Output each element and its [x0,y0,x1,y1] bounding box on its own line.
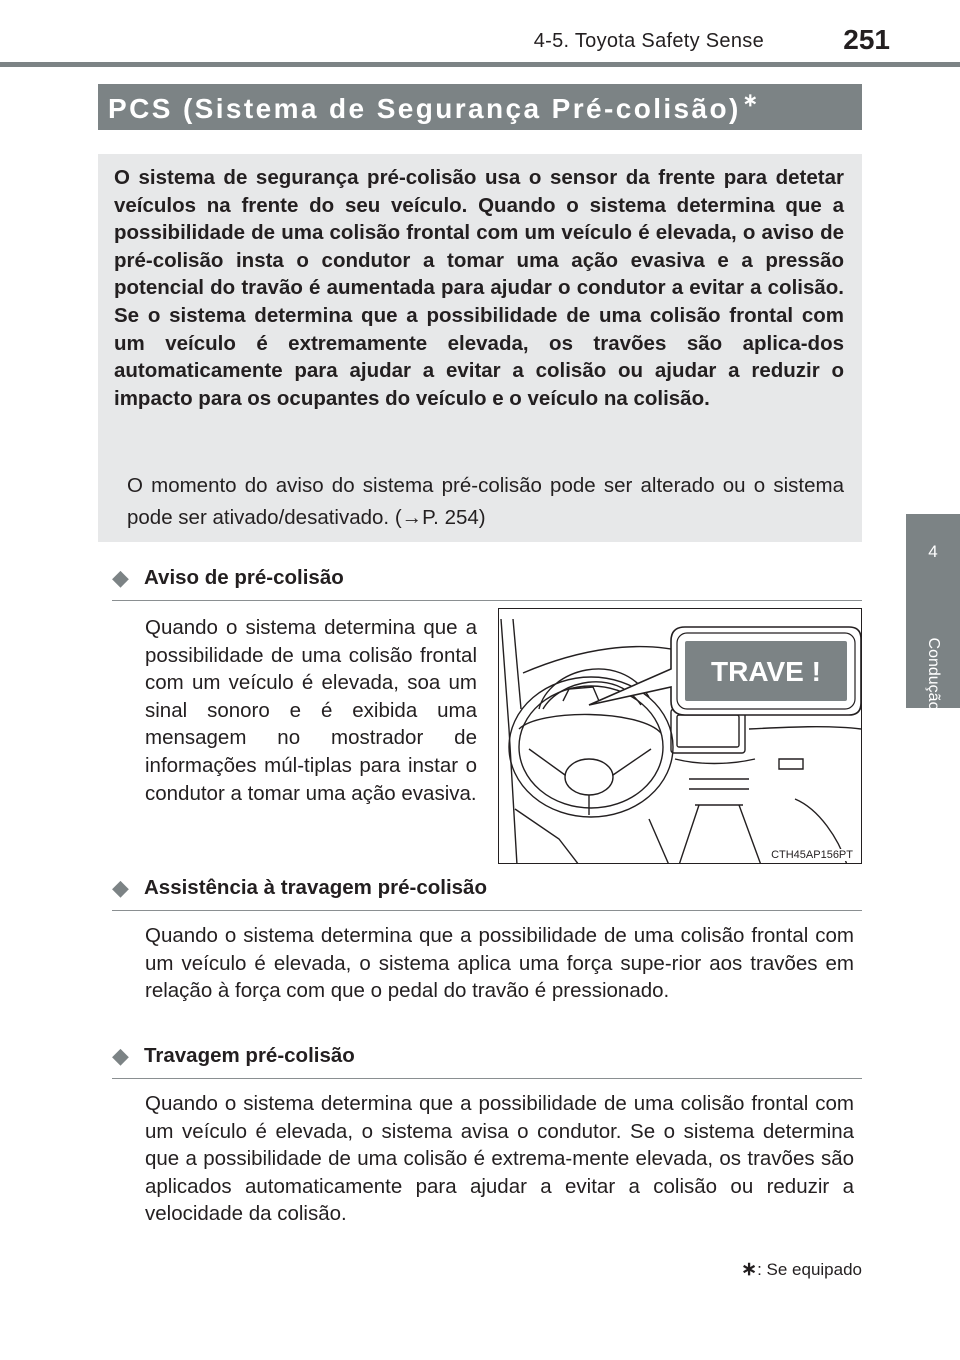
title-bar [98,84,862,130]
intro-note: O momento do aviso do sistema pré-colisão pode ser alterado ou o sistema pode ser ativado/desativado. (→P. 254) [127,474,844,529]
section-heading-text: Assistência à travagem pré-colisão [144,876,487,899]
section-heading-text: Aviso de pré-colisão [144,566,344,589]
chapter-label-wrap [923,637,943,711]
chapter-label: Condução [925,637,942,711]
dashboard-drawing [499,609,862,864]
section-heading-brake-assist [112,876,862,911]
header-rule [0,62,960,67]
footnote-marker: ∗ [741,1259,758,1280]
section-heading-pre-collision-braking [112,1044,862,1079]
section-body-brake-assist: Quando o sistema determina que a possibilidade de uma colisão frontal com um veículo é elevada, o sistema aplica uma força supe-rior aos travões em relação à força com que o pedal do travão é pressionado. [145,924,854,1003]
dashboard-illustration [498,608,862,864]
diamond-bullet-icon: ◆ [112,1043,129,1068]
page-number: 251 [843,24,890,55]
intro-summary: O sistema de segurança pré-colisão usa o sensor da frente para detetar veículos na frente do seu veículo. Quando o sistema determina que a possibilidade de uma colisão frontal com um veículo é elevada, o aviso de pré-colisão insta o condutor a tomar uma ação evasiva e a pressão potencial do travão é aumentada para ajudar o condutor a evitar a colisão. Se o sistema determina que a possibilidade de uma colisão frontal com um veículo é extremamente elevada, os travões são aplica-dos automaticamente para ajudar a evitar a colisão ou ajudar a reduzir o impacto para os ocupantes do veículo e o veículo na colisão. [114,166,844,410]
page-title-wrap [108,90,760,125]
display-message: TRAVE ! [711,656,821,687]
chapter-number: 4 [928,542,938,561]
diamond-bullet-icon: ◆ [112,875,129,900]
figure-code: CTH45AP156PT [771,849,853,861]
diamond-bullet-icon: ◆ [112,565,129,590]
equipped-marker: ∗ [742,90,761,110]
intro-box [98,154,862,542]
section-heading-text: Travagem pré-colisão [144,1044,355,1067]
section-label: 4-5. Toyota Safety Sense [533,30,764,52]
section-heading-warning [112,566,862,601]
footnote [741,1258,862,1281]
page-title: PCS (Sistema de Segurança Pré-colisão) [108,93,741,124]
footnote-text: : Se equipado [757,1260,862,1279]
section-body-pre-collision-braking: Quando o sistema determina que a possibilidade de uma colisão frontal com um veículo é elevada, o sistema avisa o condutor. Se o sistema determina que a possibilidade de uma colisão é extrema-mente elevada, os travões são aplicados automaticamente para ajudar a evitar a colisão ou reduzir a velocidade da colisão. [145,1092,854,1226]
page-header [0,24,960,58]
section-body-warning: Quando o sistema determina que a possibilidade de uma colisão frontal com um veículo é elevada, soa um sinal sonoro e é exibida uma mensagem no mostrador de informações múl-tiplas para instar o condutor a tomar uma ação evasiva. [145,616,477,805]
chapter-tab[interactable] [906,514,960,711]
